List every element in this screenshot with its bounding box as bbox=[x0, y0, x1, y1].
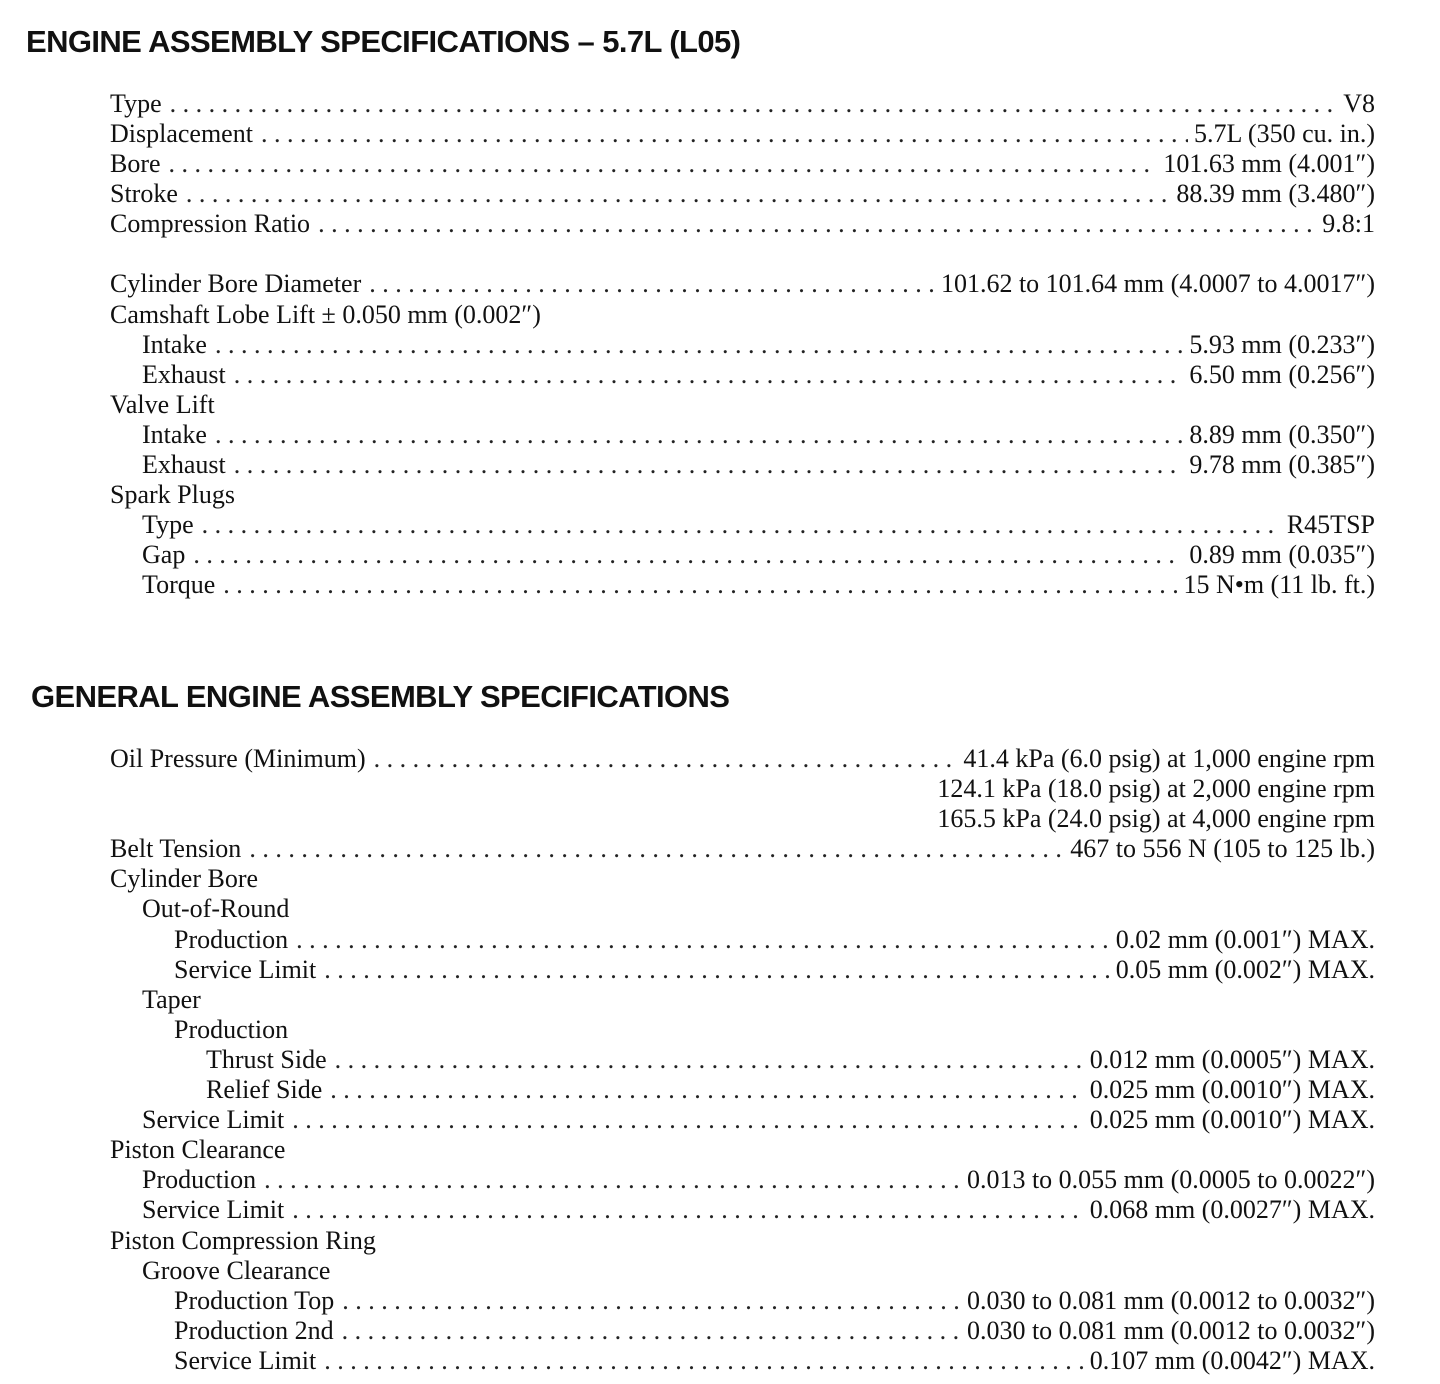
spec-row-oil-pressure bbox=[110, 744, 1375, 774]
spec-value: 0.107 mm (0.0042″) MAX. bbox=[1089, 1345, 1375, 1375]
spec-label: Oil Pressure (Minimum) bbox=[110, 744, 366, 773]
spec-row-displacement bbox=[110, 119, 1375, 149]
spec-row-piston-clearance-production bbox=[110, 1165, 1375, 1195]
dot-leader bbox=[324, 1346, 1083, 1376]
spec-label: Service Limit bbox=[174, 1345, 317, 1375]
spec-row-cylinder-bore-diameter bbox=[110, 269, 1375, 299]
spec-row-groove-production-2nd bbox=[110, 1316, 1375, 1346]
dot-leader bbox=[330, 1075, 1083, 1105]
spec-value: 0.013 to 0.055 mm (0.0005 to 0.0022″) bbox=[966, 1165, 1375, 1195]
spec-label: Thrust Side bbox=[206, 1044, 327, 1074]
spec-group-cylinder-bore bbox=[110, 864, 1375, 894]
spec-row-groove-production-top bbox=[110, 1286, 1375, 1316]
spec-label: Bore bbox=[110, 149, 161, 179]
spec-row-valve-intake bbox=[110, 420, 1375, 450]
spec-row-camshaft-intake bbox=[110, 330, 1375, 360]
spec-row-taper-service-limit bbox=[110, 1105, 1375, 1135]
spec-value: 0.030 to 0.081 mm (0.0012 to 0.0032″) bbox=[966, 1285, 1375, 1315]
dot-leader bbox=[234, 450, 1184, 480]
spec-value: 5.93 mm (0.233″) bbox=[1189, 329, 1375, 359]
dot-leader bbox=[369, 269, 935, 299]
spec-row-valve-exhaust bbox=[110, 450, 1375, 480]
spec-label: Displacement bbox=[110, 119, 253, 149]
spec-row-groove-service-limit bbox=[110, 1346, 1375, 1376]
spec-label: Production 2nd bbox=[174, 1315, 334, 1345]
spec-label: Service Limit bbox=[142, 1105, 285, 1135]
section-title-engine-assembly-5-7l: ENGINE ASSEMBLY SPECIFICATIONS – 5.7L (L05) bbox=[26, 24, 741, 59]
spec-label: Type bbox=[142, 510, 194, 540]
spec-label: Intake bbox=[142, 419, 207, 449]
dot-leader bbox=[215, 330, 1183, 360]
spec-label: Torque bbox=[142, 570, 216, 600]
dot-leader bbox=[170, 89, 1338, 119]
spec-group-taper-production bbox=[110, 1015, 1375, 1045]
spec-value: 124.1 kPa (18.0 psig) at 2,000 engine rpm bbox=[937, 774, 1375, 804]
spec-value: 0.025 mm (0.0010″) MAX. bbox=[1089, 1105, 1375, 1135]
spec-label: Out-of-Round bbox=[142, 894, 290, 924]
spec-label: Cylinder Bore Diameter bbox=[110, 269, 362, 299]
spec-label: Groove Clearance bbox=[142, 1255, 331, 1285]
spec-value: 8.89 mm (0.350″) bbox=[1189, 419, 1375, 449]
spec-label: Type bbox=[110, 89, 162, 118]
spec-label: Piston Clearance bbox=[110, 1135, 286, 1165]
spec-value: R45TSP bbox=[1286, 510, 1375, 540]
spec-row-spark-plug-torque bbox=[110, 570, 1375, 600]
spec-value: 0.030 to 0.081 mm (0.0012 to 0.0032″) bbox=[966, 1315, 1375, 1345]
spec-row-type bbox=[110, 89, 1375, 119]
spec-value: 9.8:1 bbox=[1322, 209, 1375, 239]
spec-group-taper bbox=[110, 985, 1375, 1015]
spec-value: 5.7L (350 cu. in.) bbox=[1194, 119, 1375, 149]
spec-label: Compression Ratio bbox=[110, 209, 311, 239]
dot-leader bbox=[318, 209, 1316, 239]
spec-row-camshaft-exhaust bbox=[110, 360, 1375, 390]
spec-group-camshaft-lobe-lift bbox=[110, 300, 1375, 330]
spec-value: 101.62 to 101.64 mm (4.0007 to 4.0017″) bbox=[940, 269, 1375, 299]
spec-label: Production bbox=[142, 1165, 257, 1195]
spec-label: Service Limit bbox=[174, 954, 317, 984]
spec-row-piston-clearance-service-limit bbox=[110, 1195, 1375, 1225]
dot-leader bbox=[374, 744, 958, 774]
spec-row-belt-tension bbox=[110, 834, 1375, 864]
spec-list-general-engine-assembly bbox=[110, 744, 1375, 1376]
dot-leader bbox=[234, 360, 1184, 390]
spec-value: 0.05 mm (0.002″) MAX. bbox=[1115, 954, 1375, 984]
dot-leader bbox=[202, 510, 1281, 540]
spec-label: Service Limit bbox=[142, 1195, 285, 1225]
spec-label: Camshaft Lobe Lift ± 0.050 mm (0.002″) bbox=[110, 299, 541, 329]
spec-row-oil-pressure-4000 bbox=[110, 804, 1375, 834]
spec-row-taper-thrust-side bbox=[110, 1045, 1375, 1075]
dot-leader bbox=[261, 119, 1188, 149]
spec-value: V8 bbox=[1343, 89, 1375, 118]
dot-leader bbox=[215, 420, 1183, 450]
dot-leader bbox=[249, 834, 1064, 864]
spec-row-out-of-round-production bbox=[110, 925, 1375, 955]
spec-value: 41.4 kPa (6.0 psig) at 1,000 engine rpm bbox=[963, 744, 1375, 773]
spec-label: Production bbox=[174, 924, 289, 954]
spec-label: Stroke bbox=[110, 179, 178, 209]
spec-value: 101.63 mm (4.001″) bbox=[1163, 149, 1375, 179]
spec-group-piston-compression-ring bbox=[110, 1226, 1375, 1256]
dot-leader bbox=[335, 1045, 1084, 1075]
spec-label: Exhaust bbox=[142, 450, 226, 480]
spec-value: 15 N•m (11 lb. ft.) bbox=[1183, 570, 1375, 600]
spacer bbox=[110, 239, 1375, 269]
spec-group-spark-plugs bbox=[110, 480, 1375, 510]
spec-value: 0.02 mm (0.001″) MAX. bbox=[1115, 924, 1375, 954]
dot-leader bbox=[193, 540, 1183, 570]
dot-leader bbox=[292, 1195, 1083, 1225]
spec-label: Exhaust bbox=[142, 359, 226, 389]
spec-value: 0.89 mm (0.035″) bbox=[1189, 540, 1375, 570]
spec-group-groove-clearance bbox=[110, 1256, 1375, 1286]
spec-value: 165.5 kPa (24.0 psig) at 4,000 engine rpm bbox=[937, 804, 1375, 834]
dot-leader bbox=[169, 149, 1158, 179]
spec-label: Intake bbox=[142, 329, 207, 359]
spec-value: 9.78 mm (0.385″) bbox=[1189, 450, 1375, 480]
spec-row-spark-plug-gap bbox=[110, 540, 1375, 570]
spec-value: 88.39 mm (3.480″) bbox=[1176, 179, 1375, 209]
dot-leader bbox=[342, 1316, 961, 1346]
spec-label: Cylinder Bore bbox=[110, 864, 259, 894]
spec-value: 467 to 556 N (105 to 125 lb.) bbox=[1070, 834, 1375, 864]
spec-label: Gap bbox=[142, 540, 186, 570]
section-title-general-engine-assembly: GENERAL ENGINE ASSEMBLY SPECIFICATIONS bbox=[31, 679, 730, 714]
spec-value: 0.025 mm (0.0010″) MAX. bbox=[1089, 1075, 1375, 1105]
dot-leader bbox=[223, 570, 1177, 600]
spec-row-compression-ratio bbox=[110, 209, 1375, 239]
spec-label: Belt Tension bbox=[110, 834, 242, 864]
spec-row-spark-plug-type bbox=[110, 510, 1375, 540]
spec-group-valve-lift bbox=[110, 390, 1375, 420]
spec-label: Production bbox=[174, 1014, 289, 1044]
spec-row-out-of-round-service-limit bbox=[110, 955, 1375, 985]
dot-leader bbox=[296, 925, 1110, 955]
spec-value: 6.50 mm (0.256″) bbox=[1189, 359, 1375, 389]
spec-list-engine-assembly-5-7l bbox=[110, 89, 1375, 601]
spec-label: Piston Compression Ring bbox=[110, 1225, 376, 1255]
spec-row-taper-relief-side bbox=[110, 1075, 1375, 1105]
dot-leader bbox=[264, 1165, 961, 1195]
spec-value: 0.012 mm (0.0005″) MAX. bbox=[1089, 1044, 1375, 1074]
spec-label: Spark Plugs bbox=[110, 480, 235, 510]
dot-leader bbox=[292, 1105, 1083, 1135]
dot-leader bbox=[324, 955, 1109, 985]
spec-group-piston-clearance bbox=[110, 1135, 1375, 1165]
spec-row-oil-pressure-2000 bbox=[110, 774, 1375, 804]
spec-label: Production Top bbox=[174, 1285, 335, 1315]
dot-leader bbox=[342, 1286, 961, 1316]
spec-row-bore bbox=[110, 149, 1375, 179]
spec-row-stroke bbox=[110, 179, 1375, 209]
spec-group-out-of-round bbox=[110, 894, 1375, 924]
spec-label: Taper bbox=[142, 984, 201, 1014]
spec-label: Relief Side bbox=[206, 1075, 323, 1105]
spec-label: Valve Lift bbox=[110, 389, 215, 419]
dot-leader bbox=[186, 179, 1171, 209]
spec-value: 0.068 mm (0.0027″) MAX. bbox=[1089, 1195, 1375, 1225]
